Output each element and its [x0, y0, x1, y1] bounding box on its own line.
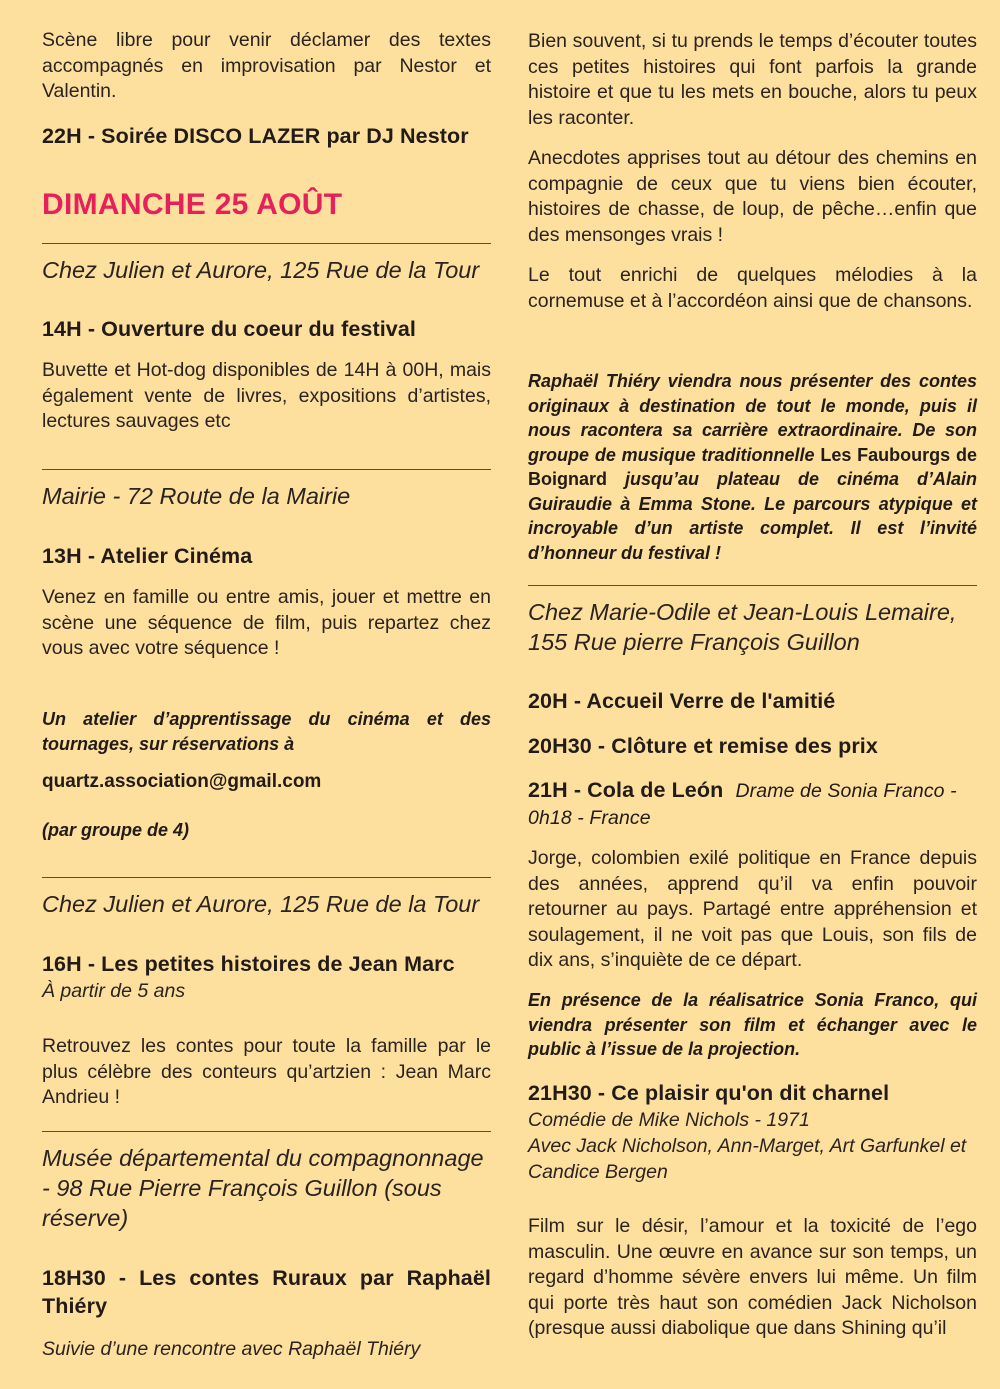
reservation-email: quartz.association@gmail.com [42, 771, 322, 792]
cinema-description: Venez en famille ou entre amis, jouer et mettre en scène une séquence de film, puis repartez chez vous avec votre séquence ! [42, 586, 491, 659]
section-divider [42, 243, 491, 244]
day-heading: DIMANCHE 25 AOÛT [42, 188, 343, 221]
section-divider [42, 877, 491, 878]
plaisir-meta-director: Comédie de Mike Nichols - 1971 [528, 1109, 810, 1131]
cola-director-note: En présence de la réalisatrice Sonia Franco, qui viendra présenter son film et échanger avec le public à l’issue de la projection. [528, 990, 977, 1059]
cola-description: Jorge, colombien exilé politique en France depuis des années, apprend qu’il va enfin pouvoir retourner au pays. Partagé entre appréhension et soulagement, il ne voit pas que Louis, son fils de dix ans, s’inquiète de ce départ. [528, 847, 977, 971]
opening-description: Buvette et Hot-dog disponibles de 14H à 00H, mais également vente de livres, expositions d’artistes, lectures sauvages etc [42, 359, 491, 432]
tales-paragraph-1: Bien souvent, si tu prends le temps d’écouter toutes ces petites histoires qui font parfois la grande histoire et que tu les mets en bouche, alors tu peux les raconter. [528, 30, 977, 129]
location-title: Chez Julien et Aurore, 125 Rue de la Tour [42, 891, 480, 917]
event-stories-title: 16H - Les petites histoires de Jean Marc [42, 952, 455, 976]
section-divider [42, 469, 491, 470]
location-title: Musée départemental du compagnonnage - 98 Rue Pierre François Guillon (sous réserve) [42, 1145, 484, 1231]
cola-meta: Drame de Sonia Franco - 0h18 - France [528, 780, 957, 829]
note-text: Raphaël Thiéry viendra nous présenter des contes originaux à destination de tout le monde, puis il nous racontera sa carrière extraordinaire. De son groupe de musique traditionnelle [528, 371, 977, 465]
event-plaisir-title: 21H30 - Ce plaisir qu'on dit charnel [528, 1081, 890, 1105]
tales-paragraph-2: Anecdotes apprises tout au détour des chemins en compagnie de ceux que tu viens bien écouter, histoires de chasse, de loup, de pêche…enfin que des mensonges vrais ! [528, 147, 977, 246]
event-welcome-title: 20H - Accueil Verre de l'amitié [528, 689, 836, 713]
event-disco-title: 22H - Soirée DISCO LAZER par DJ Nestor [42, 124, 469, 148]
event-opening-title: 14H - Ouverture du coeur du festival [42, 317, 416, 341]
section-divider [528, 585, 977, 586]
stories-age: À partir de 5 ans [42, 980, 186, 1002]
event-cola-header [528, 777, 977, 831]
tales-subtitle: Suivie d’une rencontre avec Raphaël Thiéry [42, 1338, 421, 1360]
section-divider [42, 1131, 491, 1132]
event-cinema-title: 13H - Atelier Cinéma [42, 544, 253, 568]
cinema-reservation-note: Un atelier d’apprentissage du cinéma et des tournages, sur réservations à [42, 709, 491, 754]
band-name: Les Faubourgs de Boignard [528, 444, 977, 489]
open-stage-description: Scène libre pour venir déclamer des textes accompagnés en improvisation par Nestor et Valentin. [42, 29, 491, 102]
location-title: Chez Julien et Aurore, 125 Rue de la Tour [42, 257, 480, 283]
plaisir-description: Film sur le désir, l’amour et la toxicité de l’ego masculin. Une œuvre en avance sur son temps, un regard d’homme sévère envers lui même. Un film qui porte très haut son comédien Jack Nicholson (presque aussi diabolique que dans Shining qu’il [528, 1215, 977, 1339]
event-cola-block [528, 777, 977, 831]
event-tales-title: 18H30 - Les contes Ruraux par Raphaël Thiéry [42, 1266, 491, 1318]
event-cola-title: 21H - Cola de León [528, 778, 724, 802]
event-closing-title: 20H30 - Clôture et remise des prix [528, 734, 878, 758]
location-title: Chez Marie-Odile et Jean-Louis Lemaire, 155 Rue pierre François Guillon [528, 599, 957, 655]
guest-of-honour-note [528, 369, 977, 565]
stories-description: Retrouvez les contes pour toute la famille par le plus célèbre des conteurs qu’artzien : Jean Marc Andrieu ! [42, 1035, 491, 1108]
note-text: jusqu’au plateau de cinéma d’Alain Guiraudie à Emma Stone. Le parcours atypique et incroyable d’un artiste complet. Il est l’invité d’honneur du festival ! [528, 469, 977, 563]
group-size-note: (par groupe de 4) [42, 820, 190, 840]
tales-paragraph-3: Le tout enrichi de quelques mélodies à la cornemuse et à l’accordéon ainsi que de chansons. [528, 264, 977, 312]
location-title: Mairie - 72 Route de la Mairie [42, 483, 351, 509]
plaisir-meta-cast: Avec Jack Nicholson, Ann-Marget, Art Garfunkel et Candice Bergen [528, 1135, 967, 1183]
